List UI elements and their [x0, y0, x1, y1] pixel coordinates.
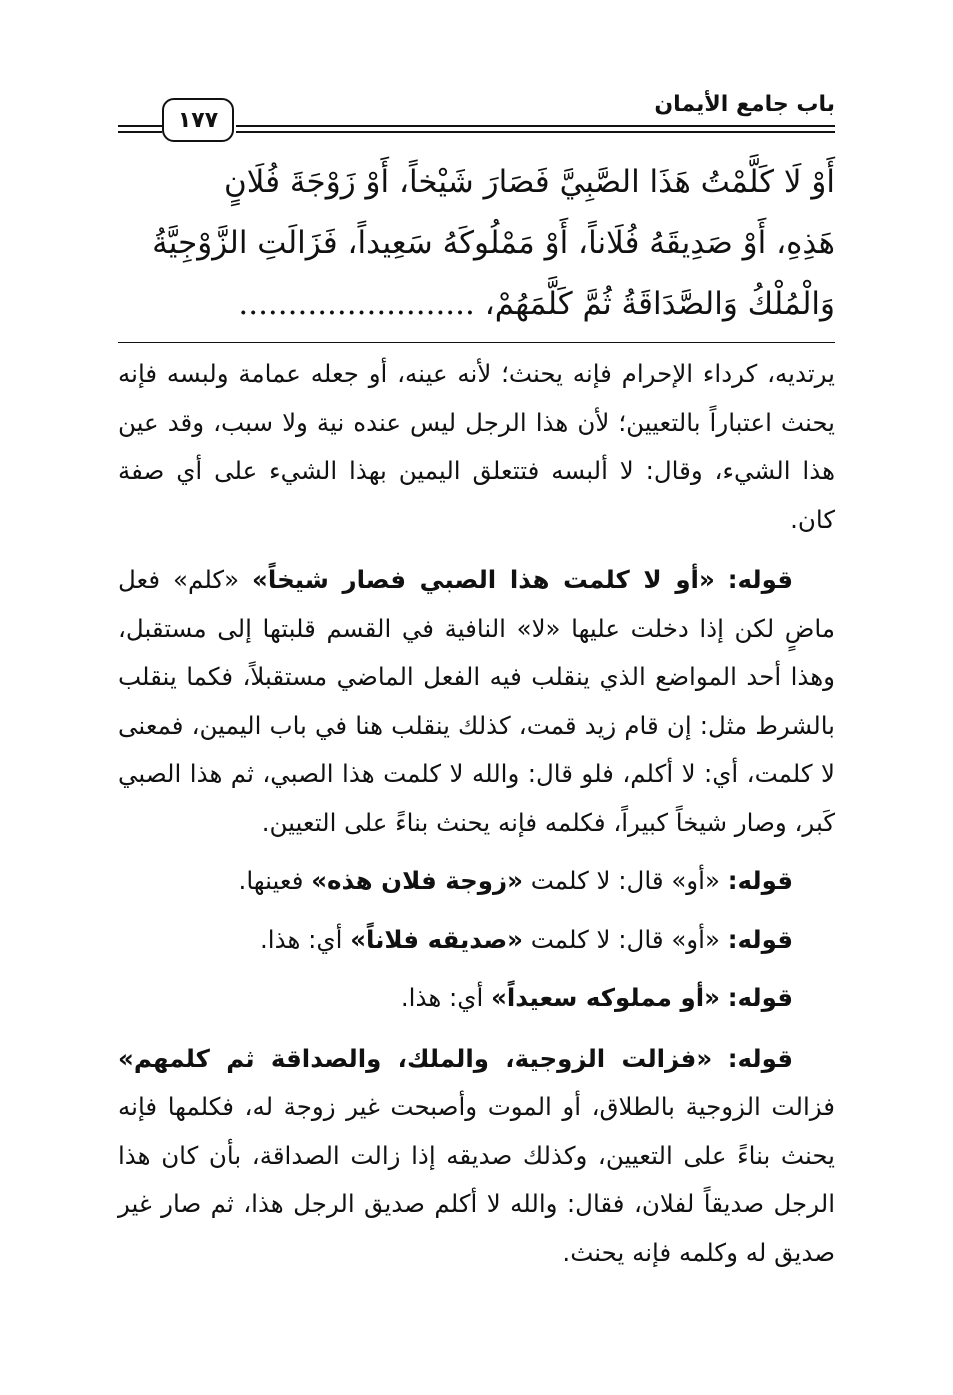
paragraph-prefix: «أو» قال: لا كلمت — [530, 866, 720, 895]
commentary — [118, 350, 835, 1277]
paragraph-text: فعينها. — [238, 866, 304, 895]
header-rule-right-bottom — [236, 131, 835, 133]
commentary-paragraph — [118, 974, 835, 1023]
qawluh-label: قوله: — [727, 565, 794, 594]
commentary-paragraph — [118, 556, 835, 847]
page-number: ١٧٧ — [162, 98, 234, 142]
quoted-phrase: «فزالت الزوجية، والملك، والصداقة ثم كلمهم» — [118, 1043, 713, 1073]
qawluh-label: قوله: — [727, 1043, 793, 1073]
header-rule-left-top — [118, 125, 162, 127]
qawluh-label: قوله: — [727, 924, 793, 954]
commentary-paragraph — [118, 916, 835, 965]
commentary-paragraph: يرتديه، كرداء الإحرام فإنه يحنث؛ لأنه عينه، أو جعله عمامة ولبسه فإنه يحنث اعتباراً بالتعيين؛ لأن هذا الرجل ليس عنده نية ولا سبب، وقد عين هذا الشيء، وقال: لا ألبسه فتتعلق اليمين بهذا الشيء على أي صفة كان. — [118, 359, 835, 534]
commentary-paragraph — [118, 1035, 835, 1278]
matn-line: وَالْمُلْكُ وَالصَّدَاقَةُ ثُمَّ كَلَّمَهُمْ، ........................ — [238, 286, 835, 322]
header-rule-left-bottom — [118, 131, 162, 133]
matn-line: أَوْ لَا كَلَّمْتُ هَذَا الصَّبِيَّ فَصَارَ شَيْخاً، أَوْ زَوْجَةَ فُلَانٍ — [224, 164, 835, 200]
footnote-divider — [118, 342, 835, 343]
paragraph-text: أي: هذا. — [260, 924, 343, 954]
paragraph-text: فزالت الزوجية بالطلاق، أو الموت وأصبحت غير زوجة له، فكلمها فإنه يحنث بناءً على التعيين، وكذلك صديقه إذا زالت الصداقة، بأن كان هذا الرجل صديقاً لفلان، فقال: والله لا أكلم صديق الرجل هذا، ثم صار غير صديق له وكلمه فإنه يحنث. — [118, 1092, 835, 1267]
chapter-title: باب جامع الأيمان — [654, 92, 835, 117]
quoted-phrase: «زوجة فلان هذه» — [311, 866, 523, 895]
header-rule-right-top — [236, 125, 835, 127]
quoted-phrase: «صديقه فلاناً» — [350, 924, 523, 954]
matn-line: هَذِهِ، أَوْ صَدِيقَهُ فُلَاناً، أَوْ مَمْلُوكَهُ سَعِيداً، فَزَالَتِ الزَّوْجِيَّةُ — [152, 225, 835, 261]
quoted-phrase: «أو لا كلمت هذا الصبي فصار شيخاً» — [252, 565, 715, 594]
paragraph-prefix: «أو» قال: لا كلمت — [530, 924, 720, 954]
quoted-phrase: «أو مملوكه سعيداً» — [491, 983, 720, 1012]
commentary-paragraph — [118, 857, 835, 906]
paragraph-text: أي: هذا. — [400, 983, 484, 1012]
matn-text — [118, 152, 835, 335]
paragraph-text: «كلم» فعل ماضٍ لكن إذا دخلت عليها «لا» النافية في القسم قلبتها إلى مستقبل، وهذا أحد المواضع الذي ينقلب فيه الفعل الماضي مستقبلاً، فكما ينقلب بالشرط مثل: إن قام زيد قمت، كذلك ينقلب هنا في باب اليمين، فمعنى لا كلمت، أي: لا أكلم، فلو قال: والله لا كلمت هذا الصبي، ثم هذا الصبي كَبر، وصار شيخاً كبيراً، فكلمه فإنه يحنث بناءً على التعيين. — [118, 565, 835, 837]
qawluh-label: قوله: — [727, 866, 793, 895]
qawluh-label: قوله: — [727, 983, 793, 1012]
